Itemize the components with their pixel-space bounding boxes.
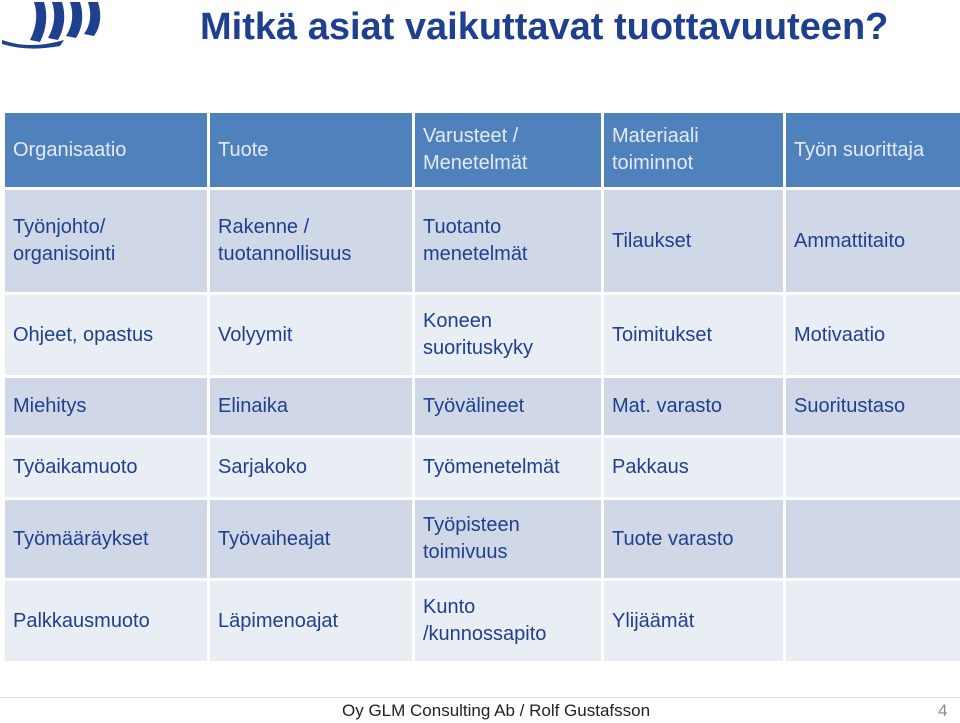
table-row: [5, 378, 960, 435]
table-cell: Työvaiheajat: [210, 500, 412, 578]
table-cell: Palkkausmuoto: [5, 581, 207, 661]
header-tuote: Tuote: [210, 113, 412, 187]
table-cell: Ammattitaito: [786, 190, 960, 292]
table-cell: Suoritustaso: [786, 378, 960, 435]
header-materiaali: Materiaali toiminnot: [604, 113, 783, 187]
table-cell: Työmääräykset: [5, 500, 207, 578]
page-title: Mitkä asiat vaikuttavat tuottavuuteen?: [200, 6, 889, 48]
table-cell: Työpisteen toimivuus: [415, 500, 601, 578]
page-number: 4: [938, 701, 948, 720]
table-cell: Mat. varasto: [604, 378, 783, 435]
header-varusteet: Varusteet / Menetelmät: [415, 113, 601, 187]
table-cell: Ohjeet, opastus: [5, 295, 207, 375]
header-tyon-suorittaja: Työn suorittaja: [786, 113, 960, 187]
header-organisaatio: Organisaatio: [5, 113, 207, 187]
table-cell: Toimitukset: [604, 295, 783, 375]
table-cell: Tuotanto menetelmät: [415, 190, 601, 292]
table-header-row: [5, 113, 960, 187]
table-row: [5, 190, 960, 292]
glm-logo-icon: [0, 0, 110, 50]
table-row: [5, 438, 960, 497]
footer-divider: [0, 697, 960, 698]
table-cell: Läpimenoajat: [210, 581, 412, 661]
table-cell-empty: [786, 500, 960, 578]
table-cell: Työvälineet: [415, 378, 601, 435]
table-cell-empty: [786, 581, 960, 661]
table-cell: Miehitys: [5, 378, 207, 435]
table-cell: Ylijäämät: [604, 581, 783, 661]
table-cell: Tilaukset: [604, 190, 783, 292]
table-cell: Työmenetelmät: [415, 438, 601, 497]
footer-text: Oy GLM Consulting Ab / Rolf Gustafsson: [342, 701, 651, 720]
table-row: [5, 500, 960, 578]
table-row: [5, 295, 960, 375]
table-cell-empty: [786, 438, 960, 497]
table-cell: Volyymit: [210, 295, 412, 375]
table-cell: Työaikamuoto: [5, 438, 207, 497]
table-cell: Pakkaus: [604, 438, 783, 497]
table-cell: Motivaatio: [786, 295, 960, 375]
table-cell: Koneen suorituskyky: [415, 295, 601, 375]
table-cell: Rakenne / tuotannollisuus: [210, 190, 412, 292]
table-cell: Sarjakoko: [210, 438, 412, 497]
table-cell: Tuote varasto: [604, 500, 783, 578]
table-cell: Kunto /kunnossapito: [415, 581, 601, 661]
table-cell: Elinaika: [210, 378, 412, 435]
factors-table: [2, 110, 960, 664]
table-cell: Työnjohto/ organisointi: [5, 190, 207, 292]
table-row: [5, 581, 960, 661]
